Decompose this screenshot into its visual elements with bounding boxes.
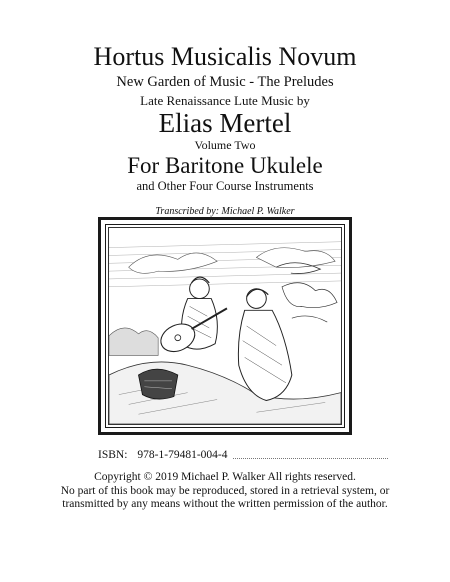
copyright-line-2: No part of this book may be reproduced, stored in a retrieval system, or [60, 484, 390, 497]
volume-label: Volume Two [194, 138, 256, 152]
book-title: Hortus Musicalis Novum [93, 42, 357, 71]
composer-name: Elias Mertel [158, 108, 292, 138]
copyright-line-1: Copyright © 2019 Michael P. Walker All rights reserved. [94, 471, 356, 483]
isbn-value: 978-1-79481-004-4 [137, 449, 228, 461]
copyright-notice [0, 471, 450, 512]
isbn-rule [233, 458, 388, 459]
instrument-title: For Baritone Ukulele [127, 153, 323, 178]
illustration-frame [98, 217, 352, 435]
isbn-label: ISBN: [98, 449, 128, 461]
lute-players-engraving-icon [109, 228, 341, 424]
transcriber-credit: Transcribed by: Michael P. Walker [155, 206, 295, 217]
title-block [0, 42, 450, 218]
illustration-frame-inner [105, 224, 345, 428]
isbn-row [98, 448, 388, 462]
book-subtitle: New Garden of Music - The Preludes [116, 74, 334, 90]
other-instruments: and Other Four Course Instruments [136, 179, 314, 193]
copyright-line-3: transmitted by any means without the written permission of the author. [62, 498, 388, 510]
book-tagline: Late Renaissance Lute Music by [140, 93, 310, 108]
illustration-canvas [108, 227, 342, 425]
